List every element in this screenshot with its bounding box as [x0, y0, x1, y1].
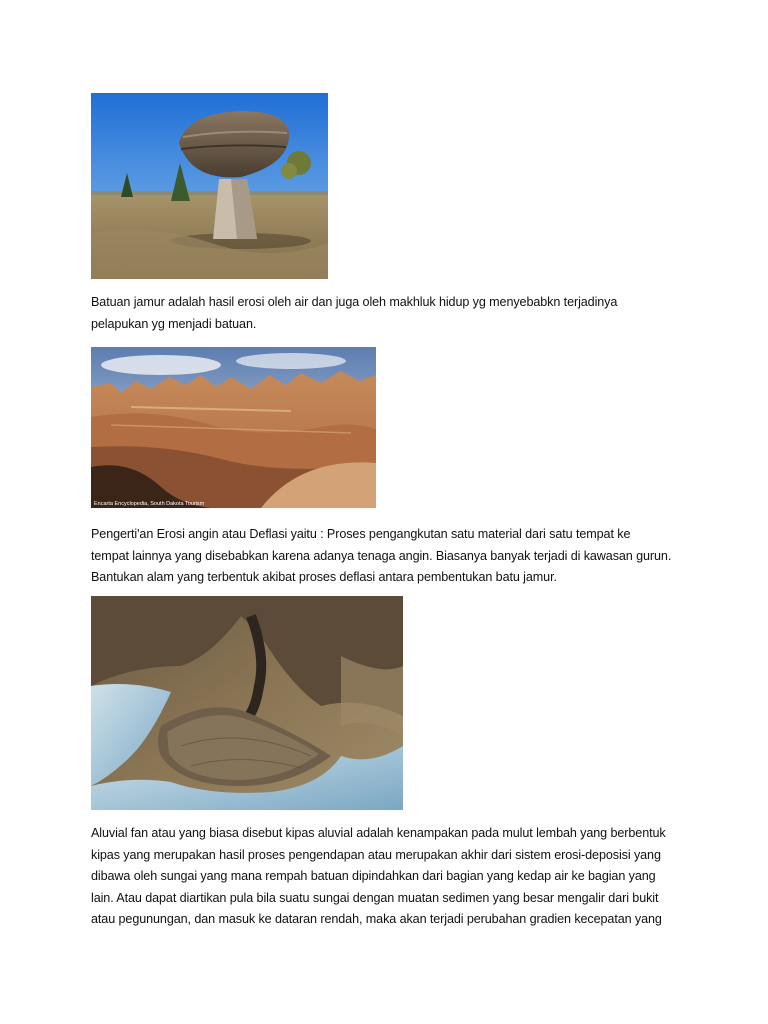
mushroom-rock-photo: [91, 93, 328, 279]
alluvial-fan-paragraph: [91, 823, 691, 931]
badlands-photo: [91, 347, 376, 508]
paragraph-line: Aluvial fan atau yang biasa disebut kipas aluvial adalah kenampakan pada mulut lembah yang berbentuk: [91, 826, 666, 840]
deflation-paragraph: [91, 524, 691, 589]
paragraph-line: kipas yang merupakan hasil proses pengendapan atau merupakan akhir dari sistem erosi-deposisi yang: [91, 847, 661, 862]
paragraph-line: lain. Atau dapat diartikan pula bila suatu sungai dengan muatan sedimen yang besar mengalir dari bukit: [91, 890, 659, 905]
paragraph-line: pelapukan yg menjadi batuan.: [91, 316, 257, 331]
photo-credit: Encarta Encyclopedia, South Dakota Tourism: [94, 501, 205, 507]
mushroom-rock-paragraph: [91, 292, 691, 335]
alluvial-fan-photo: [91, 596, 403, 810]
paragraph-line: Batuan jamur adalah hasil erosi oleh air dan juga oleh makhluk hidup yg menyebabkn terjadinya: [91, 295, 618, 309]
paragraph-line: tempat lainnya yang disebabkan karena adanya tenaga angin. Biasanya banyak terjadi di kawasan gurun.: [91, 548, 672, 563]
paragraph-line: Pengerti'an Erosi angin atau Deflasi yaitu : Proses pengangkutan satu material dari satu tempat ke: [91, 527, 631, 541]
paragraph-line: atau pegunungan, dan masuk ke dataran rendah, maka akan terjadi perubahan gradien kecepatan yang: [91, 912, 662, 926]
paragraph-line: dibawa oleh sungai yang mana rempah batuan dipindahkan dari bagian yang kedap air ke bagian yang: [91, 869, 656, 883]
paragraph-line: Bantukan alam yang terbentuk akibat proses deflasi antara pembentukan batu jamur.: [91, 570, 557, 584]
